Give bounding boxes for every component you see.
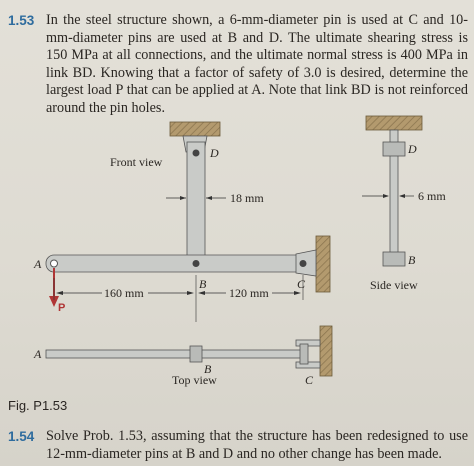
side-view — [362, 116, 422, 266]
point-a-marker — [51, 260, 58, 267]
dim-120-label: 120 mm — [229, 286, 269, 300]
top-beam-abc — [46, 350, 302, 358]
problem-text: Solve Prob. 1.53, assuming that the structure has been redesigned to use 12-mm-diameter pins at B and D and no other change has been made. — [46, 428, 468, 462]
top-label-b: B — [204, 362, 212, 376]
dim-arrowhead — [383, 194, 389, 198]
label-b: B — [199, 277, 207, 291]
front-view-label: Front view — [110, 155, 163, 169]
problem-1-54 — [8, 428, 468, 463]
dim-18-label: 18 mm — [230, 191, 264, 205]
link-bd — [187, 142, 205, 264]
figure-caption: Fig. P1.53 — [8, 398, 68, 413]
side-label-d: D — [408, 142, 417, 156]
top-pin-c — [300, 344, 308, 364]
problem-number: 1.53 — [8, 13, 35, 28]
problem-text: In the steel structure shown, a 6-mm-diameter pin is used at C and 10-mm-diameter pins are used at B and D. The ultimate shearing stress is 150 MPa at all connections, and the ultimate normal stress is 400 MPa in link BD. Knowing that a factor of safety of 3.0 is desired, determine the largest load P that can be applied at A. Note that link BD is not reinforced around the pin holes. — [46, 12, 468, 116]
side-top-support — [366, 116, 422, 130]
top-label-c: C — [305, 373, 314, 387]
dim-arrowhead — [206, 196, 212, 200]
dim-160-label: 160 mm — [104, 286, 144, 300]
top-support — [170, 122, 220, 136]
top-view — [46, 326, 332, 376]
dim-arrowhead — [56, 291, 63, 295]
side-pin-b — [383, 252, 405, 266]
top-label-a: A — [34, 347, 42, 361]
side-pin-d — [383, 142, 405, 156]
label-a: A — [34, 257, 42, 271]
label-d: D — [210, 146, 219, 160]
dim-arrowhead — [187, 291, 194, 295]
label-c: C — [297, 277, 306, 291]
side-label-b: B — [408, 253, 416, 267]
pin-b — [193, 260, 200, 267]
dim-6-label: 6 mm — [418, 189, 446, 203]
top-wall-c — [320, 326, 332, 376]
wall-c — [316, 236, 330, 292]
pin-c — [300, 260, 307, 267]
dim-arrowhead — [294, 291, 301, 295]
problem-number: 1.54 — [8, 429, 35, 444]
side-view-label: Side view — [370, 278, 418, 292]
pin-d — [193, 150, 200, 157]
dim-arrowhead — [198, 291, 205, 295]
dim-arrowhead — [399, 194, 405, 198]
front-view — [46, 122, 330, 322]
top-pin-b — [190, 346, 202, 362]
dim-arrowhead — [180, 196, 186, 200]
load-p-label: P — [58, 302, 66, 314]
top-view-label: Top view — [172, 373, 217, 387]
beam-abc — [46, 255, 308, 272]
